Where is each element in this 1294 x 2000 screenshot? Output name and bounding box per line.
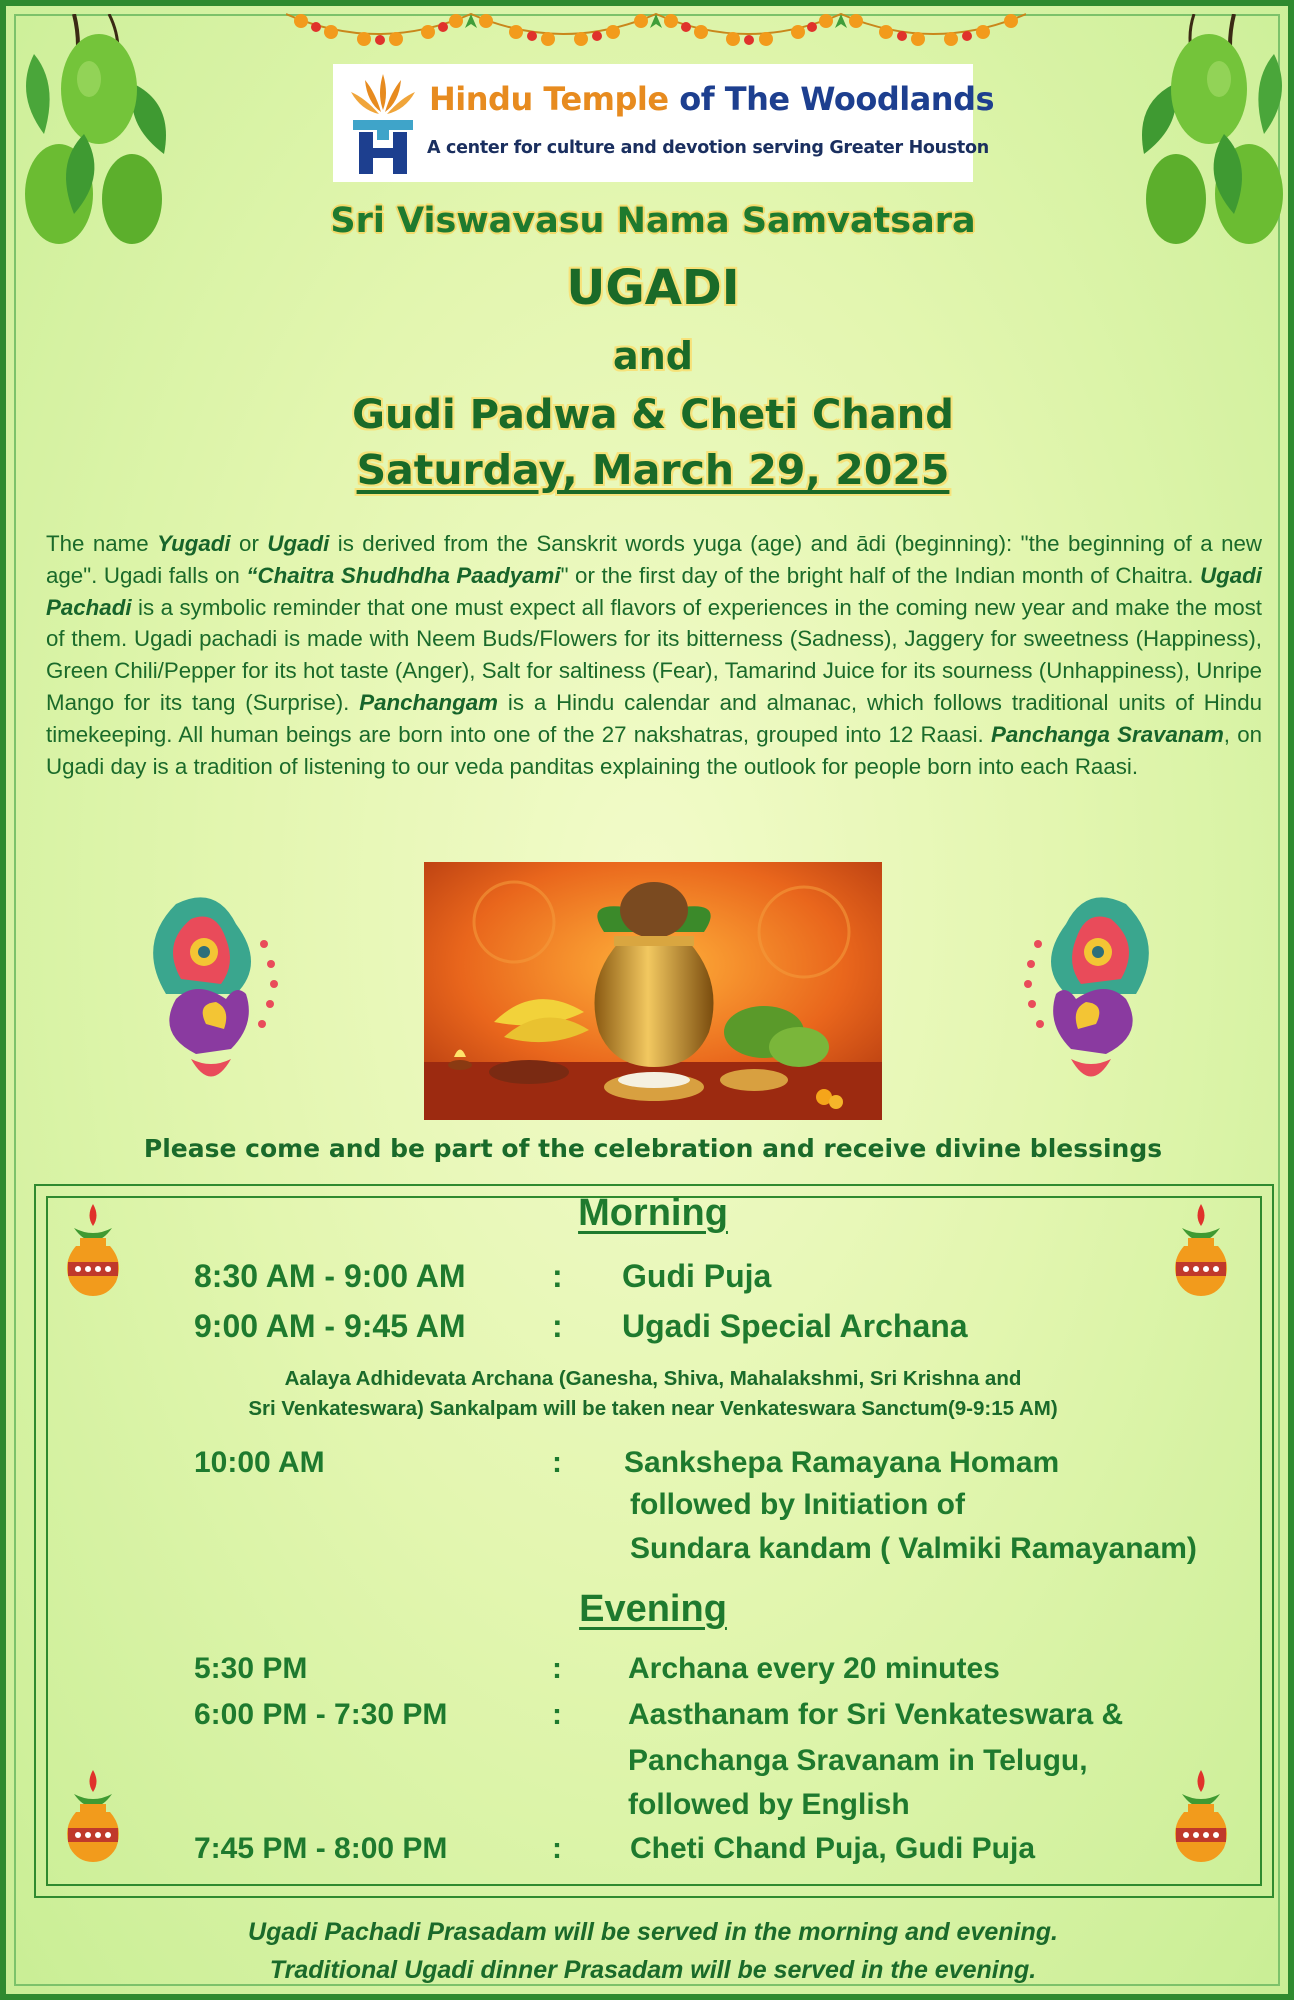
schedule-time: 9:00 AM - 9:45 AM: [194, 1308, 466, 1344]
logo-title: [429, 80, 994, 118]
schedule-colon: :: [552, 1698, 562, 1731]
schedule-colon: :: [552, 1308, 563, 1344]
logo-title-part1: Hindu Temple: [429, 80, 669, 118]
schedule-time: 5:30 PM: [194, 1652, 308, 1685]
festival-title: Gudi Padwa & Cheti Chand: [352, 392, 954, 438]
intro-text: , on Ugadi day is a tradition of listening to our veda panditas explaining the outlook for people born into each Raasi.: [46, 721, 1262, 779]
homam-event-line2: followed by Initiation of: [630, 1488, 965, 1521]
flower-garland: [286, 6, 1026, 56]
schedule-time: 8:30 AM - 9:00 AM: [194, 1258, 466, 1294]
intro-emphasis: Ugadi: [267, 531, 330, 556]
archana-note-line1: Aalaya Adhidevata Archana (Ganesha, Shiva, Mahalakshmi, Sri Krishna and: [284, 1367, 1022, 1390]
intro-text: The name: [46, 531, 158, 556]
intro-emphasis: Panchangam: [359, 689, 499, 715]
archana-note-line2: Sri Venkateswara) Sankalpam will be taken near Venkateswara Sanctum(9-9:15 AM): [248, 1397, 1058, 1420]
schedule-event-continued: followed by English: [628, 1788, 910, 1821]
schedule-time: 10:00 AM: [194, 1446, 325, 1479]
schedule-event: Gudi Puja: [622, 1258, 772, 1294]
morning-heading: Morning: [578, 1192, 728, 1234]
samvatsara-title: Sri Viswavasu Nama Samvatsara: [330, 201, 976, 241]
schedule-event: Aasthanam for Sri Venkateswara &: [628, 1698, 1124, 1731]
ugadi-kalash-photo: [424, 862, 882, 1120]
intro-text: is a symbolic reminder that one must expect all flavors of experiences in the coming new year and make the most of them. Ugadi pachadi is made with Neem Buds/Flowers for its bitterness (Sadness), Jaggery for sweetness (Happiness), Green Chili/Pepper for its hot taste (Anger), Salt for saltiness (Fear), Tamarind Juice for its sourness (Unhappiness), Unripe Mango for its tang (Surprise).: [46, 594, 1262, 715]
logo-subtitle: A center for culture and devotion serving Greater Houston: [427, 138, 989, 158]
intro-emphasis: “Chaitra Shudhdha Paadyami: [246, 562, 561, 588]
schedule-time: 6:00 PM - 7:30 PM: [194, 1698, 448, 1731]
peacock-right-icon: [1016, 884, 1166, 1104]
intro-text: or: [230, 531, 268, 556]
schedule-colon: :: [552, 1652, 562, 1685]
intro-emphasis: Yugadi: [157, 531, 231, 556]
schedule-colon: :: [552, 1258, 563, 1294]
homam-event-line1: Sankshepa Ramayana Homam: [624, 1446, 1060, 1479]
schedule-colon: :: [552, 1446, 562, 1479]
intro-text: is a Hindu calendar and almanac, which follows traditional units of Hindu timekeeping. All human beings are born into one of the 27 nakshatras, grouped into 12 Raasi.: [46, 689, 1262, 747]
prasadam-note-line2: Traditional Ugadi dinner Prasadam will be served in the evening.: [269, 1956, 1037, 1984]
prasadam-note-line1: Ugadi Pachadi Prasadam will be served in the morning and evening.: [248, 1918, 1058, 1946]
homam-event-line3: Sundara kandam ( Valmiki Ramayanam): [630, 1532, 1197, 1565]
temple-logo: [333, 64, 995, 182]
schedule-event: Archana every 20 minutes: [628, 1652, 1000, 1685]
schedule-event: Cheti Chand Puja, Gudi Puja: [630, 1832, 1036, 1865]
schedule-event: Ugadi Special Archana: [622, 1308, 968, 1344]
schedule-time: 7:45 PM - 8:00 PM: [194, 1832, 448, 1865]
evening-heading: Evening: [579, 1588, 727, 1630]
temple-emblem-icon: [343, 70, 423, 176]
schedule-event-continued: Panchanga Sravanam in Telugu,: [628, 1744, 1088, 1777]
and-title: and: [613, 334, 693, 378]
intro-text: " or the first day of the bright half of the Indian month of Chaitra.: [560, 562, 1201, 588]
schedule-colon: :: [552, 1832, 562, 1865]
kalash-bottom-left-icon: [62, 1768, 124, 1864]
logo-title-part2: of The Woodlands: [679, 80, 995, 118]
kalash-bottom-right-icon: [1170, 1768, 1232, 1864]
intro-text: is derived from the Sanskrit words yuga (age) and ādi (beginning): "the beginning of a new age". Ugadi falls on: [46, 531, 1262, 588]
event-date: Saturday, March 29, 2025: [356, 446, 950, 494]
intro-paragraph: [46, 528, 1262, 782]
intro-emphasis: Panchanga Sravanam: [990, 721, 1224, 747]
peacock-left-icon: [136, 884, 286, 1104]
intro-emphasis: Ugadi Pachadi: [46, 562, 1262, 620]
ugadi-title: UGADI: [566, 260, 740, 316]
invitation-line: Please come and be part of the celebration and receive divine blessings: [143, 1134, 1163, 1163]
